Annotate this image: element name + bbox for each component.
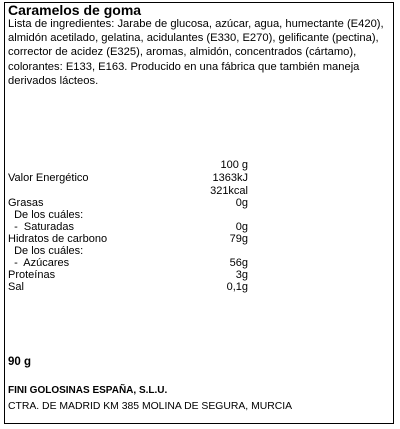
nutrition-value: 321kcal [210,185,248,197]
ingredients-line: derivados lácteos. [8,74,99,87]
nutrition-label: Grasas [8,197,44,209]
nutrition-label: - Saturadas [8,221,75,233]
product-title: Caramelos de goma [8,2,142,18]
net-weight: 90 g [8,356,32,368]
nutrition-row [8,257,248,269]
nutrition-label: Hidratos de carbono [8,233,108,245]
nutrition-row [8,233,248,245]
nutrition-row [8,245,248,257]
nutrition-label: - Azúcares [8,257,70,269]
ingredients-line: colorantes: E133, E163. Producido en una fábrica que también maneja [8,60,360,73]
nutrition-value: 0,1g [226,281,248,293]
nutrition-row [8,172,248,184]
ingredients-line: Lista de ingredientes: Jarabe de glucosa, azúcar, agua, humectante (E420), [8,18,384,30]
nutrition-row [8,197,248,209]
nutrition-header [8,159,248,171]
nutrition-row [8,281,248,293]
company-name: FINI GOLOSINAS ESPAÑA, S.L.U. [8,385,168,396]
nutrition-label: Valor Energético [8,172,89,184]
nutrition-row [8,221,248,233]
nutrition-label: De los cuáles: [8,209,84,221]
nutrition-value: 56g [229,257,248,269]
nutrition-value: 3g [235,269,248,281]
nutrition-value: 0g [235,221,248,233]
nutrition-row [8,209,248,221]
nutrition-row [8,269,248,281]
ingredients-line: almidón acetilado, gelatina, acidulantes (E330, E270), gelificante (pectina), [8,32,379,45]
nutrition-value: 1363kJ [212,172,248,184]
nutrition-row [8,185,248,197]
nutrition-value: 0g [235,197,248,209]
nutrition-value: 79g [229,233,248,245]
ingredients-line: corrector de acidez (E325), aromas, almidón, concentrados (cártamo), [8,46,357,59]
ingredients-list [8,17,392,88]
nutrition-header-value: 100 g [220,159,248,171]
nutrition-label: Proteínas [8,269,56,281]
nutrition-label: Sal [8,281,24,293]
company-address: CTRA. DE MADRID KM 385 MOLINA DE SEGURA, MURCIA [8,401,293,412]
nutrition-label: De los cuáles: [8,245,84,257]
